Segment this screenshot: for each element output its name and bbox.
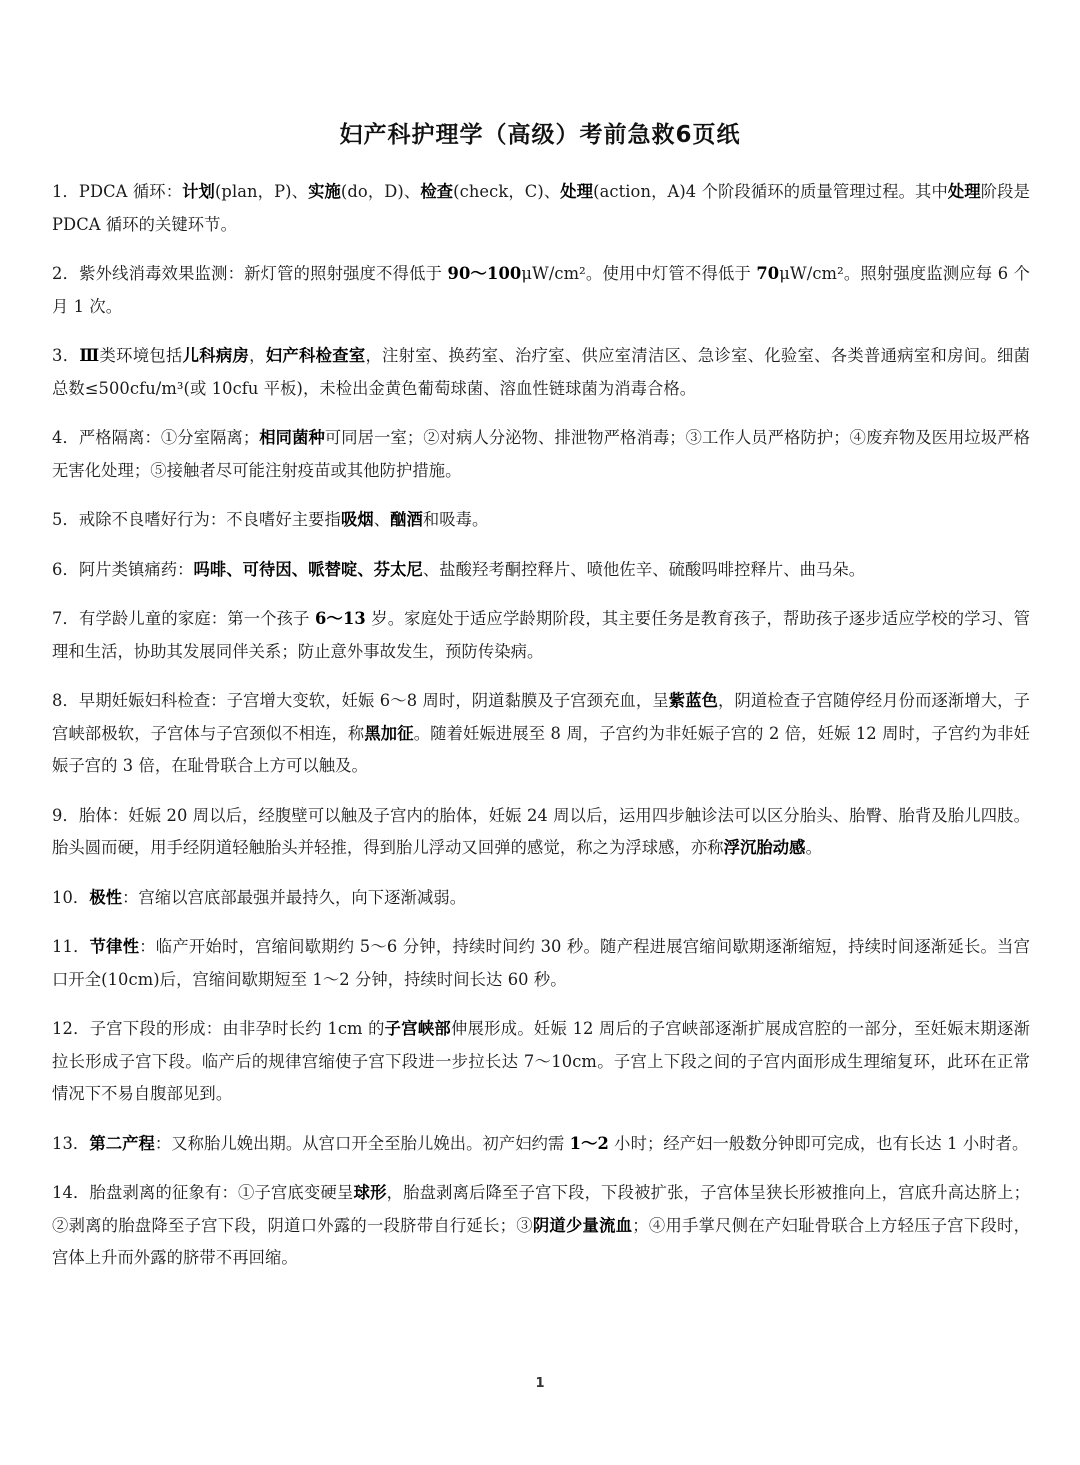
bold-term: 第二产程 [89, 1133, 155, 1153]
text-run: ，阴道检查子宫随停经月份而逐渐增大，子宫峡部极软，子宫体与子宫颈似不相连，称 [52, 691, 1030, 743]
bold-term: 阴道少量流血 [532, 1215, 633, 1235]
bold-term: 计划 [182, 182, 215, 201]
page-number: 1 [535, 1376, 545, 1391]
bold-term: 儿科病房 [182, 346, 250, 365]
text-run: 。随着妊娠进展至 8 周，子宫约为非妊娠子宫的 2 倍，妊娠 12 周时，子宫约为非妊娠子宫的 3 倍，在耻骨联合上方可以触及。 [52, 723, 1030, 775]
text-run: 11． [52, 937, 90, 956]
text-run: ：临产开始时，宫缩间歇期约 5～6 分钟，持续时间约 30 秒。随产程进展宫缩间歇期逐渐缩短，持续时间逐渐延长。当宫口开全(10cm)后，宫缩间歇期短至 1～2 分钟，持续时间长达 60 秒。 [52, 937, 1030, 989]
text-run: 、盐酸羟考酮控释片、喷他佐辛、硫酸吗啡控释片、曲马朵。 [422, 559, 866, 579]
bold-term: 节律性 [89, 937, 140, 956]
bold-term: 球形 [353, 1183, 387, 1202]
list-item [52, 554, 1030, 587]
text-run: (do，D)、 [340, 182, 421, 201]
list-item [52, 603, 1030, 668]
list-item [52, 504, 1030, 537]
list-item [52, 1013, 1030, 1111]
bold-term: 极性 [89, 887, 123, 907]
text-run: 7．有学龄儿童的家庭：第一个孩子 [52, 609, 315, 628]
text-run: ；④用手掌尺侧在产妇耻骨联合上方轻压子宫下段时，宫体上升而外露的脐带不再回缩。 [52, 1215, 1031, 1267]
bold-term: 子宫峡部 [384, 1019, 451, 1038]
text-run: 可同居一室；②对病人分泌物、排泄物严格消毒；③工作人员严格防护；④废弃物及医用垃圾严格无害化处理；⑤接触者尽可能注射疫苗或其他防护措施。 [52, 428, 1030, 480]
text-run: 14．胎盘剥离的征象有：①子宫底变硬呈 [52, 1183, 354, 1202]
text-run: 4．严格隔离：①分室隔离； [52, 428, 260, 447]
text-run: 3． [52, 346, 80, 365]
bold-term: 处理 [560, 182, 594, 201]
bold-term: 6～13 [315, 609, 366, 628]
bold-term: 吸烟 [340, 510, 374, 529]
text-run: (plan，P)、 [214, 182, 309, 201]
text-run: 小时；经产妇一般数分钟即可完成，也有长达 1 小时者。 [608, 1133, 1029, 1153]
bold-term: 浮沉胎动感 [723, 838, 806, 857]
bold-term: 90～100 [447, 264, 522, 283]
bold-term: 检查 [420, 182, 454, 201]
list-item [52, 685, 1030, 783]
bold-term: 1～2 [569, 1133, 609, 1153]
bold-term: 黑加征 [364, 723, 414, 743]
list-item [52, 800, 1030, 865]
list-item [52, 1177, 1030, 1275]
text-run: (check，C)、 [453, 182, 561, 201]
list-item [52, 422, 1030, 487]
text-run: μW/cm²。使用中灯管不得低于 [521, 264, 757, 283]
bold-term: 实施 [308, 182, 341, 201]
item-list [52, 176, 1030, 1292]
bold-term: 吗啡、可待因、哌替啶、芬太尼 [193, 559, 423, 579]
bold-term: Ⅲ [79, 346, 100, 365]
text-run: μW/cm²。照射强度监测应每 6 个月 1 次。 [52, 264, 1031, 316]
text-run: 13． [52, 1133, 90, 1153]
bold-term: 紫蓝色 [668, 691, 719, 710]
text-run: ：又称胎儿娩出期。从宫口开全至胎儿娩出。初产妇约需 [154, 1133, 570, 1153]
bold-term: 相同菌种 [259, 428, 325, 447]
text-run: ，胎盘剥离后降至子宫下段，下段被扩张，子宫体呈狭长形被推向上，宫底升高达脐上；②剥离的胎盘降至子宫下段，阴道口外露的一段脐带自行延长；③ [52, 1183, 1031, 1235]
text-run: 12．子宫下段的形成：由非孕时长约 1cm 的 [52, 1019, 385, 1038]
list-item [52, 340, 1030, 405]
text-run: ， [249, 346, 266, 365]
text-run: 和吸毒。 [422, 510, 489, 529]
text-run: 岁。家庭处于适应学龄期阶段，其主要任务是教育孩子，帮助孩子逐步适应学校的学习、管理和生活，协助其发展同伴关系；防止意外事故发生，预防传染病。 [52, 609, 1031, 661]
text-run: ：宫缩以宫底部最强并最持久，向下逐渐减弱。 [122, 887, 467, 907]
text-run: 10． [52, 887, 90, 907]
list-item [52, 258, 1030, 323]
bold-term: 酗酒 [390, 510, 423, 529]
text-run: 8．早期妊娠妇科检查：子宫增大变软，妊娠 6～8 周时，阴道黏膜及子宫颈充血，呈 [52, 691, 669, 710]
text-run: 6．阿片类镇痛药： [52, 559, 194, 579]
bold-term: 处理 [947, 182, 981, 201]
text-run: ，注射室、换药室、治疗室、供应室清洁区、急诊室、化验室、各类普通病室和房间。细菌总数≤500cfu/m³(或 10cfu 平板)，未检出金黄色葡萄球菌、溶血性链球菌为消毒合格。 [52, 346, 1030, 398]
list-item [52, 1128, 1030, 1161]
list-item [52, 931, 1030, 996]
text-run: 9．胎体：妊娠 20 周以后，经腹壁可以触及子宫内的胎体，妊娠 24 周以后，运用四步触诊法可以区分胎头、胎臀、胎背及胎儿四肢。胎头圆而硬，用手经阴道轻触胎头并轻推，得到胎儿浮动又回弹的感觉，称之为浮球感，亦称 [52, 805, 1030, 857]
bold-term: 妇产科检查室 [265, 346, 366, 365]
page-title: 妇产科护理学（高级）考前急救6页纸 [339, 122, 741, 148]
text-run: 2．紫外线消毒效果监测：新灯管的照射强度不得低于 [52, 264, 448, 283]
text-run: (action，A)4 个阶段循环的质量管理过程。其中 [593, 182, 948, 201]
text-run: 。 [805, 838, 822, 857]
text-run: 、 [373, 510, 391, 529]
text-run: 1．PDCA 循环： [52, 182, 183, 201]
text-run: 阶段是 PDCA 循环的关键环节。 [52, 182, 1030, 234]
list-item [52, 176, 1030, 241]
text-run: 类环境包括 [99, 346, 183, 365]
bold-term: 70 [756, 264, 780, 283]
text-run: 5．戒除不良嗜好行为：不良嗜好主要指 [52, 510, 341, 529]
list-item [52, 882, 1030, 915]
text-run: 伸展形成。妊娠 12 周后的子宫峡部逐渐扩展成宫腔的一部分，至妊娠末期逐渐拉长形成子宫下段。临产后的规律宫缩使子宫下段进一步拉长达 7～10cm。子宫上下段之间的子宫内面形成生理缩复环，此环在正常情况下不易自腹部见到。 [52, 1019, 1030, 1103]
